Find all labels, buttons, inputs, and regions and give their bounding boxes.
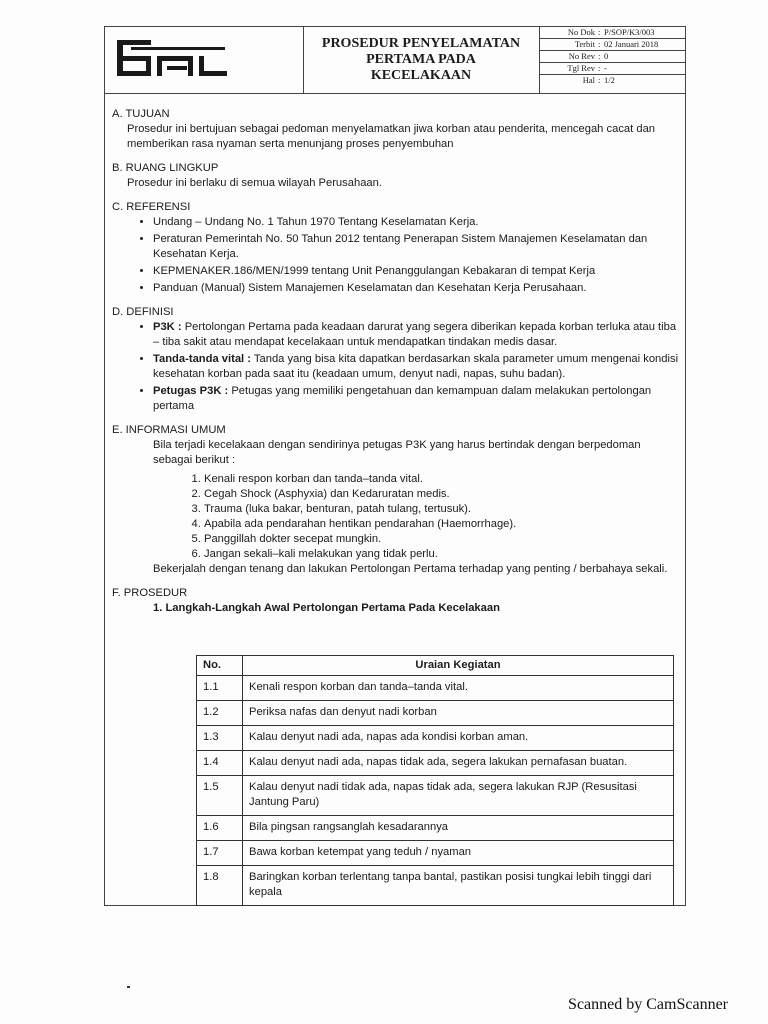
section-informasi-umum	[105, 423, 685, 577]
column-header-uraian: Uraian Kegiatan	[243, 656, 674, 676]
section-tujuan	[105, 107, 685, 152]
row-number: 1.5	[197, 776, 243, 816]
section-text: Prosedur ini berlaku di semua wilayah Perusahaan.	[127, 177, 382, 189]
meta-key: Terbit	[574, 39, 595, 49]
meta-row: Terbit : 02 Januari 2018	[539, 39, 685, 51]
table-row	[197, 751, 674, 776]
list-item	[153, 320, 685, 350]
row-activity: Kalau denyut nadi ada, napas tidak ada, segera lakukan pernafasan buatan.	[243, 751, 674, 776]
row-activity: Kalau denyut nadi ada, napas ada kondisi korban aman.	[243, 726, 674, 751]
row-activity: Bawa korban ketempat yang teduh / nyaman	[243, 841, 674, 866]
section-heading: E. INFORMASI UMUM	[112, 424, 226, 436]
section-referensi	[105, 200, 685, 296]
document-title	[303, 27, 540, 93]
meta-value: 1/2	[604, 75, 615, 85]
list-item: 5. Panggillah dokter secepat mungkin.	[204, 532, 685, 547]
list-item: • Undang – Undang No. 1 Tahun 1970 Tentang Keselamatan Kerja.	[153, 215, 685, 230]
row-activity: Bila pingsan rangsanglah kesadarannya	[243, 816, 674, 841]
section-heading: D. DEFINISI	[112, 306, 174, 318]
table-row	[197, 816, 674, 841]
definition-text: Petugas yang memiliki pengetahuan dan kemampuan dalam melakukan pertolongan pertama	[153, 385, 652, 412]
title-line-3: KECELAKAAN	[370, 68, 472, 83]
row-activity: Periksa nafas dan denyut nadi korban	[243, 701, 674, 726]
table-row	[197, 701, 674, 726]
meta-key: No Dok	[567, 27, 595, 37]
meta-value: -	[604, 63, 607, 73]
row-number: 1.2	[197, 701, 243, 726]
document-content	[105, 107, 685, 625]
row-number: 1.3	[197, 726, 243, 751]
procedure-subheading: 1. Langkah-Langkah Awal Pertolongan Pertama Pada Kecelakaan	[153, 602, 500, 614]
section-intro: Bila terjadi kecelakaan dengan sendirinya petugas P3K yang harus bertindak dengan berpedoman sebagai berikut :	[153, 439, 641, 466]
section-prosedur	[105, 586, 685, 616]
meta-value: 02 Januari 2018	[604, 39, 659, 49]
meta-key: Hal	[582, 75, 595, 85]
table-row	[197, 866, 674, 906]
document-header	[105, 27, 685, 94]
scan-speck	[127, 986, 130, 988]
table-row	[197, 841, 674, 866]
section-definisi	[105, 305, 685, 414]
definition-list	[105, 320, 685, 414]
table-row	[197, 676, 674, 701]
section-text: Prosedur ini bertujuan sebagai pedoman menyelamatkan jiwa korban atau penderita, mencegah cacat dan memberikan rasa nyaman serta menunjang proses penyembuhan	[127, 123, 656, 150]
list-item: 2. Cegah Shock (Asphyxia) dan Kedaruratan medis.	[204, 487, 685, 502]
section-heading: F. PROSEDUR	[112, 587, 188, 599]
row-number: 1.8	[197, 866, 243, 906]
table-row	[197, 776, 674, 816]
procedure-table	[196, 655, 674, 906]
scanner-watermark: Scanned by CamScanner	[568, 996, 728, 1013]
meta-value: 0	[604, 51, 609, 61]
definition-text: Pertolongan Pertama pada keadaan darurat yang segera diberikan kepada korban terluka atau tiba – tiba sakit atau mendapat kecelakaan untuk mendapatkan tindakan medis dasar.	[153, 321, 677, 348]
reference-list	[105, 215, 685, 296]
title-line-2: PERTAMA PADA	[366, 52, 476, 67]
definition-text: Tanda yang bisa kita dapatkan berdasarkan skala parameter umum mengenai kondisi kesehatan korban pada saat itu (keadaan umum, denyut nadi, napas, suhu badan).	[153, 353, 679, 380]
list-item: • KEPMENAKER.186/MEN/1999 tentang Unit Penanggulangan Kebakaran di tempat Kerja	[153, 264, 685, 279]
column-header-no: No.	[197, 656, 243, 676]
section-outro: Bekerjalah dengan tenang dan lakukan Pertolongan Pertama terhadap yang penting / berbahaya sekali.	[153, 563, 668, 575]
row-number: 1.6	[197, 816, 243, 841]
company-logo	[105, 27, 303, 93]
step-list	[105, 472, 685, 562]
row-activity: Kenali respon korban dan tanda–tanda vital.	[243, 676, 674, 701]
section-ruang-lingkup	[105, 161, 685, 191]
list-item: 3. Trauma (luka bakar, benturan, patah tulang, tertusuk).	[204, 502, 685, 517]
meta-value: P/SOP/K3/003	[604, 27, 655, 37]
title-line-1: PROSEDUR PENYELAMATAN	[321, 36, 521, 51]
logo-cell	[105, 27, 304, 93]
section-heading: C. REFERENSI	[112, 201, 191, 213]
section-heading: B. RUANG LINGKUP	[112, 162, 219, 174]
list-item	[153, 384, 685, 414]
meta-row: No Dok : P/SOP/K3/003	[539, 27, 685, 39]
table-row	[197, 726, 674, 751]
row-number: 1.4	[197, 751, 243, 776]
definition-term: Tanda-tanda vital :	[153, 353, 252, 365]
meta-row: No Rev : 0	[539, 51, 685, 63]
row-activity: Baringkan korban terlentang tanpa bantal, pastikan posisi tungkai lebih tinggi dari kepala	[243, 866, 674, 906]
definition-term: P3K :	[153, 321, 182, 333]
list-item: • Peraturan Pemerintah No. 50 Tahun 2012 tentang Penerapan Sistem Manajemen Keselamatan dan Kesehatan Kerja.	[153, 232, 685, 262]
list-item: 4. Apabila ada pendarahan hentikan pendarahan (Haemorrhage).	[204, 517, 685, 532]
document-meta	[539, 27, 685, 93]
table-header-row	[197, 656, 674, 676]
definition-term: Petugas P3K :	[153, 385, 229, 397]
meta-key: No Rev	[568, 51, 595, 61]
meta-key: Tgl Rev	[567, 63, 595, 73]
list-item: 1. Kenali respon korban dan tanda–tanda vital.	[204, 472, 685, 487]
section-heading: A. TUJUAN	[112, 108, 170, 120]
row-number: 1.1	[197, 676, 243, 701]
list-item: • Panduan (Manual) Sistem Manajemen Keselamatan dan Kesehatan Kerja Perusahaan.	[153, 281, 685, 296]
list-item	[153, 352, 685, 382]
row-activity: Kalau denyut nadi tidak ada, napas tidak ada, segera lakukan RJP (Resusitasi Jantung Paru)	[243, 776, 674, 816]
row-number: 1.7	[197, 841, 243, 866]
document-page	[104, 26, 686, 906]
meta-row: Tgl Rev : -	[539, 63, 685, 75]
list-item: 6. Jangan sekali–kali melakukan yang tidak perlu.	[204, 547, 685, 562]
meta-row: Hal : 1/2	[539, 75, 685, 86]
